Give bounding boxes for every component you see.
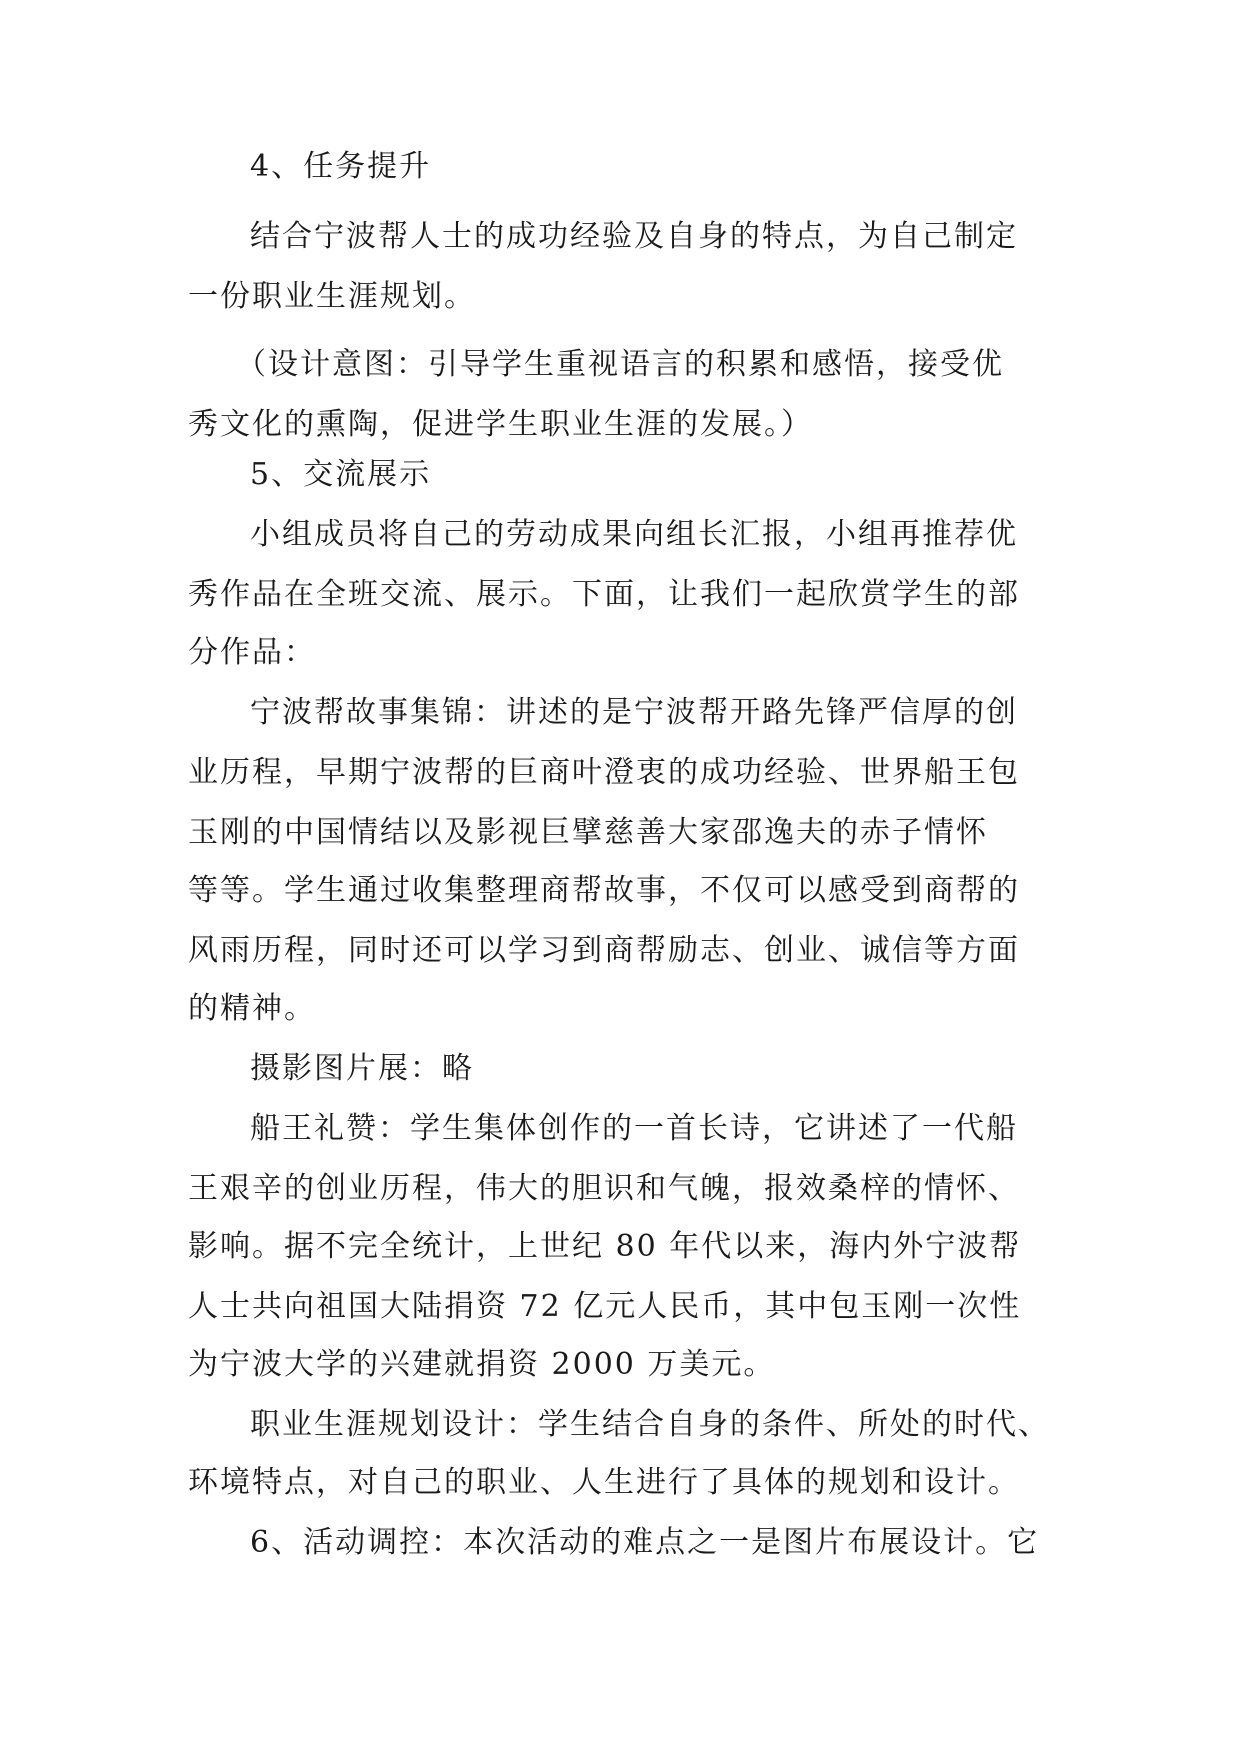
- text-line: 6、活动调控：本次活动的难点之一是图片布展设计。它: [250, 1525, 1040, 1560]
- text-line: 小组成员将自己的劳动成果向组长汇报，小组再推荐优: [250, 517, 1018, 552]
- text-line: 的精神。: [188, 991, 316, 1026]
- text-line: 职业生涯规划设计：学生结合自身的条件、所处的时代、: [250, 1407, 1050, 1442]
- text-line: 分作品：: [188, 635, 316, 670]
- text-line: 人士共向祖国大陆捐资 72 亿元人民币，其中包玉刚一次性: [188, 1289, 1022, 1324]
- text-line: 玉刚的中国情结以及影视巨擘慈善大家邵逸夫的赤子情怀: [188, 815, 988, 850]
- text-line: 秀文化的熏陶，促进学生职业生涯的发展。）: [188, 407, 813, 442]
- text-line: 船王礼赞：学生集体创作的一首长诗，它讲述了一代船: [250, 1111, 1018, 1146]
- text-line: 影响。据不完全统计，上世纪 80 年代以来，海内外宁波帮: [188, 1229, 1022, 1264]
- text-line: （设计意图：引导学生重视语言的积累和感悟，接受优: [236, 347, 1004, 382]
- text-line: 一份职业生涯规划。: [188, 279, 476, 314]
- text-line: 5、交流展示: [250, 457, 432, 492]
- text-line: 等等。学生通过收集整理商帮故事，不仅可以感受到商帮的: [188, 873, 1020, 908]
- text-line: 结合宁波帮人士的成功经验及自身的特点，为自己制定: [250, 219, 1018, 254]
- text-line: 环境特点，对自己的职业、人生进行了具体的规划和设计。: [188, 1465, 1020, 1500]
- text-line: 业历程，早期宁波帮的巨商叶澄衷的成功经验、世界船王包: [188, 755, 1020, 790]
- text-line: 王艰辛的创业历程，伟大的胆识和气魄，报效桑梓的情怀、: [188, 1171, 1020, 1206]
- text-line: 为宁波大学的兴建就捐资 2000 万美元。: [188, 1347, 776, 1382]
- text-line: 宁波帮故事集锦：讲述的是宁波帮开路先锋严信厚的创: [250, 695, 1018, 730]
- text-line: 秀作品在全班交流、展示。下面，让我们一起欣赏学生的部: [188, 577, 1020, 612]
- text-line: 4、任务提升: [250, 149, 432, 184]
- text-line: 摄影图片展：略: [250, 1051, 474, 1086]
- text-line: 风雨历程，同时还可以学习到商帮励志、创业、诚信等方面: [188, 933, 1020, 968]
